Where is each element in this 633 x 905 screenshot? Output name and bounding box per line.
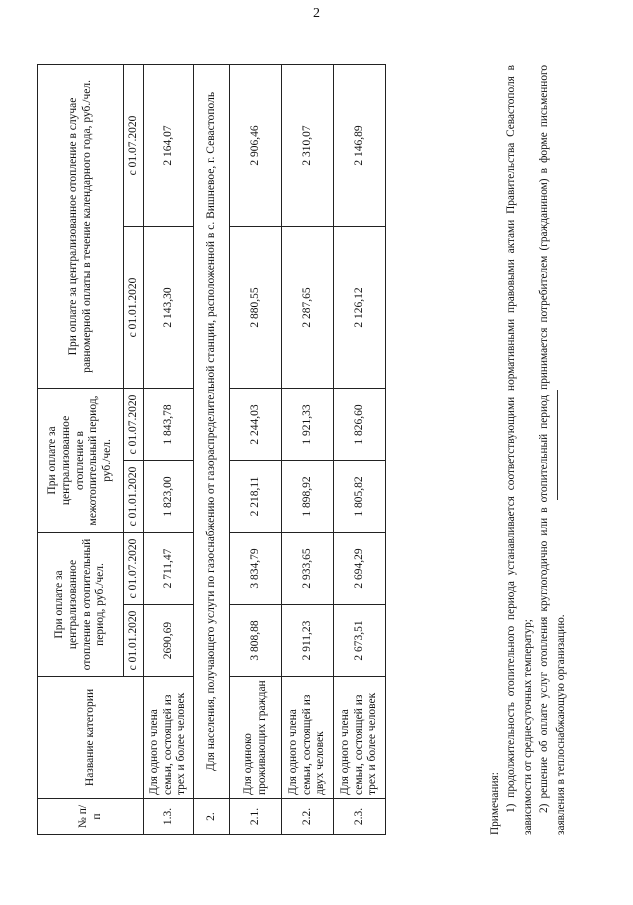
- row-value: 2690,69: [144, 605, 194, 677]
- note-2: 2) решение об оплате услуг отопления круглогодично или в отопительный период принимается потребителем (гражданином) в форме письменного заявления в теплоснабжающую организацию.: [538, 65, 567, 835]
- table-section-row: [194, 64, 230, 834]
- page-number: 2: [313, 6, 320, 21]
- row-value: 2 287,65: [282, 226, 334, 388]
- header-date-jan: с 01.01.2020: [124, 605, 144, 677]
- section-title: Для населения, получающего услуги по газоснабжению от газораспределительной станции, расположенной в с. Вишневое, г. Севастополь: [194, 64, 230, 798]
- row-num: 2.3.: [334, 799, 386, 835]
- row-value: 2 673,51: [334, 605, 386, 677]
- header-date-jan: с 01.01.2020: [124, 226, 144, 388]
- header-num: № п/п: [38, 799, 144, 835]
- row-num: 2.2.: [282, 799, 334, 835]
- row-value: 2 164,07: [144, 64, 194, 226]
- separator-line: [557, 390, 558, 500]
- table-row: [334, 64, 386, 834]
- row-category: Для одного члена семьи, состоящей из трех и более человек: [144, 677, 194, 799]
- row-value: 1 823,00: [144, 460, 194, 532]
- row-value: 1 843,78: [144, 388, 194, 460]
- row-value: 2 143,30: [144, 226, 194, 388]
- row-value: 1 826,60: [334, 388, 386, 460]
- section-num: 2.: [194, 799, 230, 835]
- row-value: 1 898,92: [282, 460, 334, 532]
- row-value: 2 911,23: [282, 605, 334, 677]
- row-value: 2 126,12: [334, 226, 386, 388]
- header-date-jan: с 01.01.2020: [124, 460, 144, 532]
- row-value: 3 808,88: [230, 605, 282, 677]
- row-num: 1.3.: [144, 799, 194, 835]
- row-value: 2 711,47: [144, 532, 194, 604]
- row-value: 2 146,89: [334, 64, 386, 226]
- row-value: 2 694,29: [334, 532, 386, 604]
- table-row: [144, 64, 194, 834]
- row-value: 3 834,79: [230, 532, 282, 604]
- row-value: 2 906,46: [230, 64, 282, 226]
- row-value: 2 244,03: [230, 388, 282, 460]
- rotated-content: [37, 65, 592, 835]
- notes-title: Примечания:: [489, 772, 501, 835]
- header-interheating-period: При оплате за централизованное отопление в межотопительный период, руб./чел.: [38, 388, 124, 532]
- row-category: Для одного члена семьи, состоящей из двух человек: [282, 677, 334, 799]
- header-uniform-payment: При оплате за централизованное отопление в случае равномерной оплаты в течение календарного года, руб./чел.: [38, 64, 124, 388]
- header-heating-period: При оплате за централизованное отопление в отопительный период, руб./чел.: [38, 532, 124, 676]
- row-value: 2 218,11: [230, 460, 282, 532]
- row-value: 1 805,82: [334, 460, 386, 532]
- row-value: 1 921,33: [282, 388, 334, 460]
- header-date-jul: с 01.07.2020: [124, 64, 144, 226]
- row-value: 2 880,55: [230, 226, 282, 388]
- header-date-jul: с 01.07.2020: [124, 532, 144, 604]
- table-row: [230, 64, 282, 834]
- row-category: Для одиноко проживающих граждан: [230, 677, 282, 799]
- header-date-jul: с 01.07.2020: [124, 388, 144, 460]
- header-category: Название категории: [38, 677, 144, 799]
- row-value: 2 310,07: [282, 64, 334, 226]
- row-value: 2 933,65: [282, 532, 334, 604]
- table-row: [282, 64, 334, 834]
- row-category: Для одного члена семьи, состоящей из трех и более человек: [334, 677, 386, 799]
- note-1: 1) продолжительность отопительного периода устанавливается соответствующими нормативными правовыми актами Правительства Севастополя в зависимости от среднесуточных температур;: [505, 65, 534, 835]
- tariff-table: [37, 64, 386, 835]
- row-num: 2.1.: [230, 799, 282, 835]
